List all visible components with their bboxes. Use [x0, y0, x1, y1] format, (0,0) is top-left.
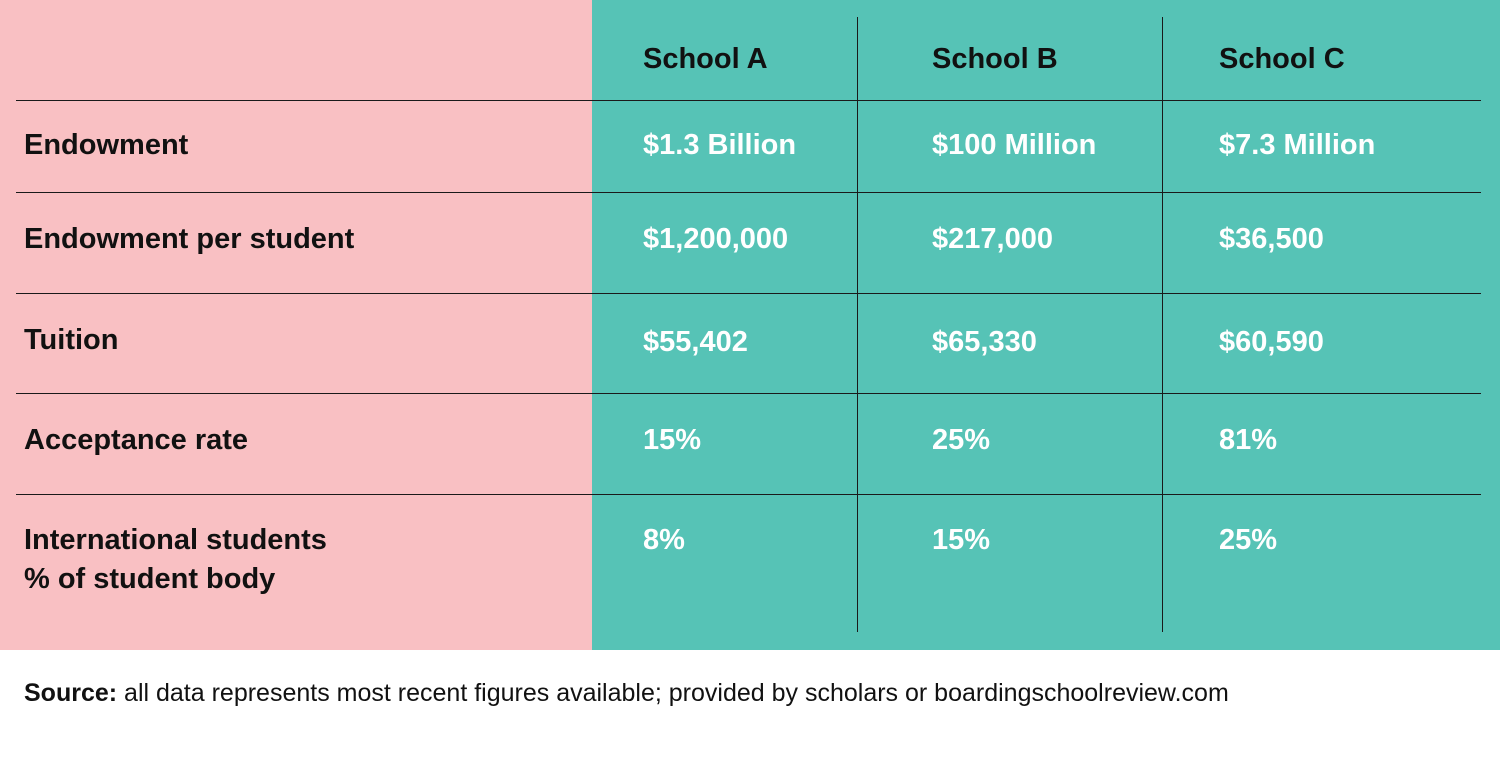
cell-endowment-school-a: $1.3 Billion: [643, 129, 797, 161]
cell-international-students-school-c: 25%: [1219, 524, 1278, 556]
cell-tuition-school-c: $60,590: [1219, 326, 1324, 358]
cell-tuition-school-b: $65,330: [932, 326, 1037, 358]
row-label-tuition: Tuition: [24, 324, 119, 356]
cell-acceptance-rate-school-c: 81%: [1219, 424, 1278, 456]
cell-endowment-school-c: $7.3 Million: [1219, 129, 1376, 161]
cell-tuition-school-a: $55,402: [643, 326, 748, 358]
row-divider: [16, 192, 1481, 193]
column-header-school-b: School B: [932, 43, 1058, 75]
cell-endowment-per-student-school-c: $36,500: [1219, 223, 1324, 255]
row-label-acceptance-rate: Acceptance rate: [24, 424, 249, 456]
cell-endowment-per-student-school-a: $1,200,000: [643, 223, 789, 255]
cell-international-students-school-a: 8%: [643, 524, 685, 556]
column-header-school-a: School A: [643, 43, 768, 75]
row-label-endowment: Endowment: [24, 129, 189, 161]
cell-endowment-school-b: $100 Million: [932, 129, 1097, 161]
row-label-international-students: International students % of student body: [24, 524, 327, 595]
cell-international-students-school-b: 15%: [932, 524, 991, 556]
source-label: Source:: [24, 679, 118, 707]
row-divider: [16, 100, 1481, 101]
row-label-endowment-per-student: Endowment per student: [24, 223, 355, 255]
cell-endowment-per-student-school-b: $217,000: [932, 223, 1053, 255]
cell-acceptance-rate-school-a: 15%: [643, 424, 702, 456]
source-text: all data represents most recent figures available; provided by scholars or boardingschoolreview.com: [117, 679, 1229, 707]
column-divider: [1162, 17, 1163, 632]
row-divider: [16, 393, 1481, 394]
cell-acceptance-rate-school-b: 25%: [932, 424, 991, 456]
column-header-school-c: School C: [1219, 43, 1345, 75]
column-divider: [857, 17, 858, 632]
source-note: [24, 676, 1229, 710]
row-divider: [16, 494, 1481, 495]
row-divider: [16, 293, 1481, 294]
